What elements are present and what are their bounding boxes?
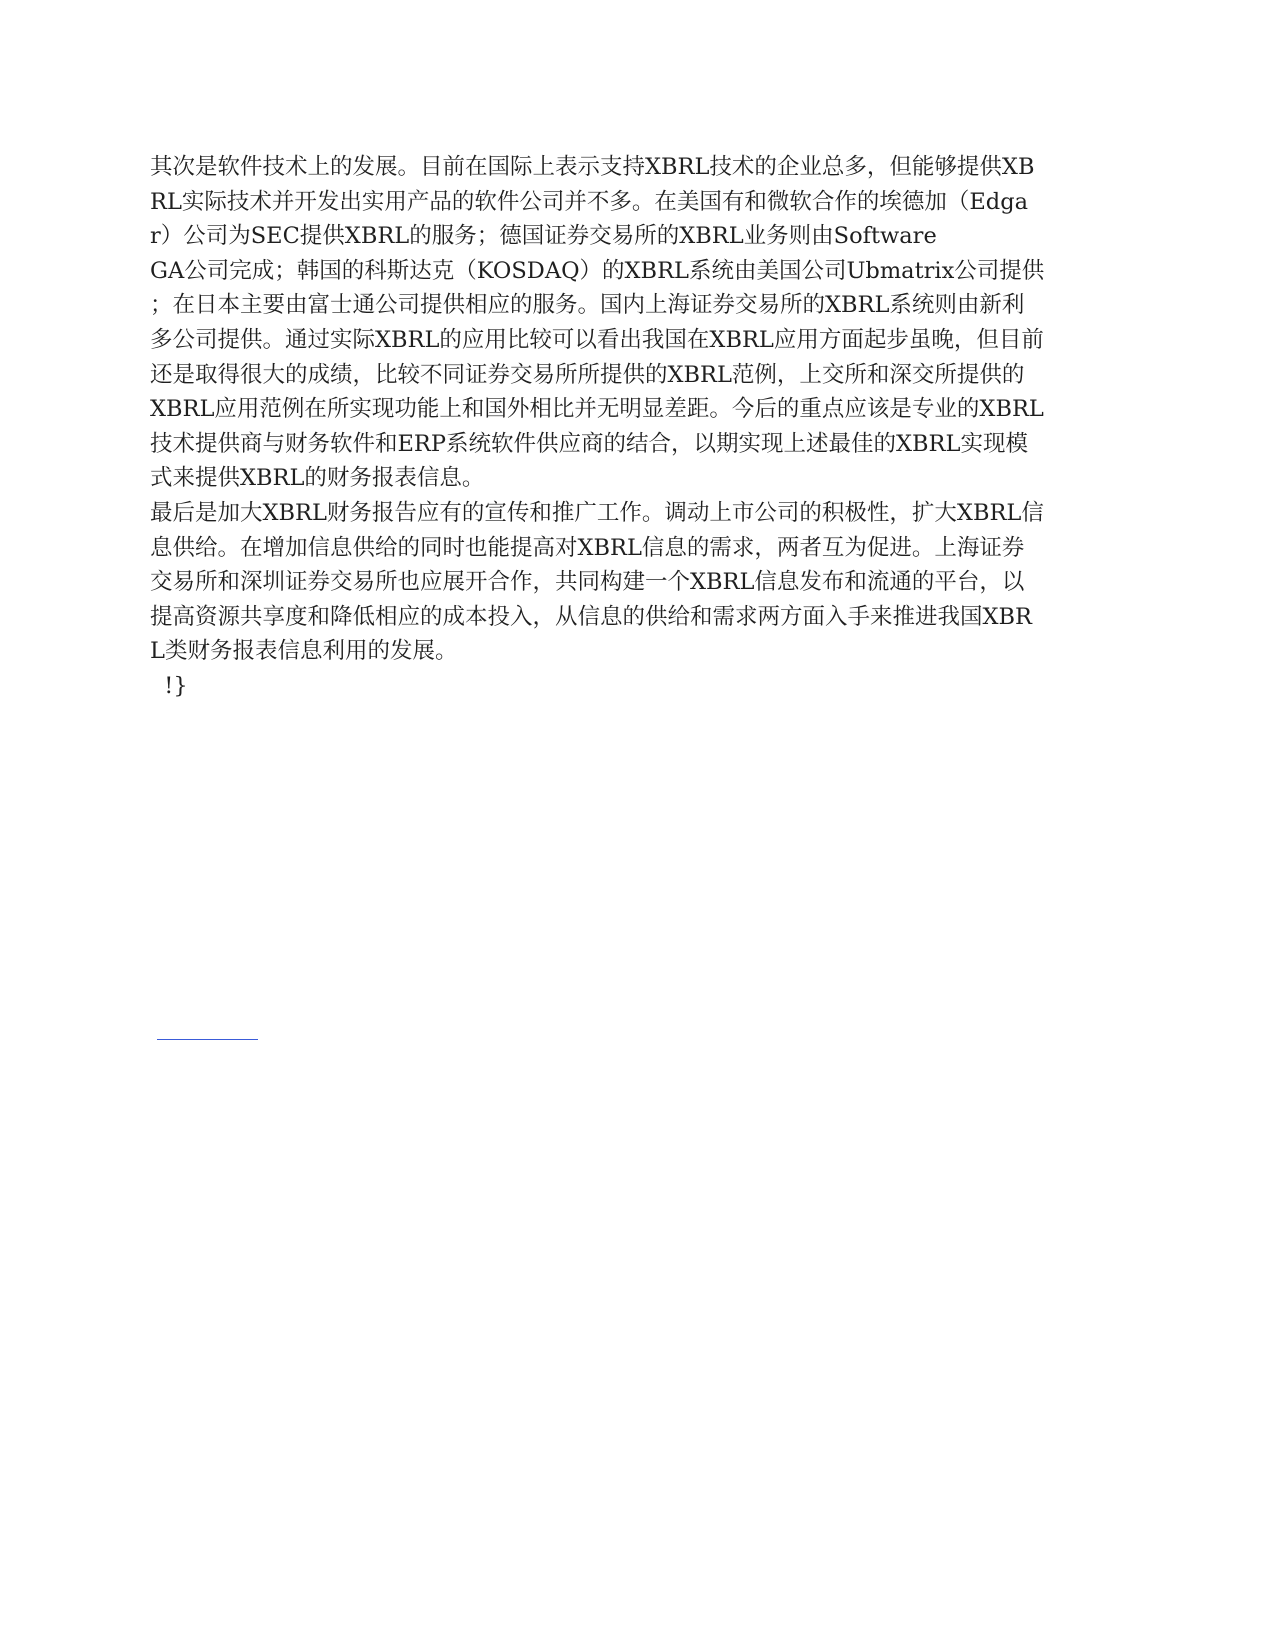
text-line: 还是取得很大的成绩，比较不同证券交易所所提供的XBRL范例，上交所和深交所提供的 xyxy=(150,361,1025,388)
text-line: L类财务报表信息利用的发展。 xyxy=(150,638,458,665)
text-line: ；在日本主要由富士通公司提供相应的服务。国内上海证券交易所的XBRL系统则由新利 xyxy=(150,292,1025,319)
body-text xyxy=(150,150,1120,704)
text-line: 提高资源共享度和降低相应的成本投入，从信息的供给和需求两方面入手来推进我国XBR xyxy=(150,603,1032,630)
text-line: 息供给。在增加信息供给的同时也能提高对XBRL信息的需求，两者互为促进。上海证券 xyxy=(150,534,1025,561)
footnote-separator xyxy=(157,1039,258,1040)
text-line: XBRL应用范例在所实现功能上和国外相比并无明显差距。今后的重点应该是专业的XBRL xyxy=(150,396,1044,423)
text-line: 式来提供XBRL的财务报表信息。 xyxy=(150,465,485,492)
text-line: !} xyxy=(150,672,188,699)
text-line: 多公司提供。通过实际XBRL的应用比较可以看出我国在XBRL应用方面起步虽晚，但目前 xyxy=(150,326,1044,353)
text-line: RL实际技术并开发出实用产品的软件公司并不多。在美国有和微软合作的埃德加（Edga xyxy=(150,188,1029,215)
text-line: 最后是加大XBRL财务报告应有的宣传和推广工作。调动上市公司的积极性，扩大XBRL信 xyxy=(150,499,1044,526)
text-line: r）公司为SEC提供XBRL的服务；德国证券交易所的XBRL业务则由Software xyxy=(150,223,937,250)
text-line: GA公司完成；韩国的科斯达克（KOSDAQ）的XBRL系统由美国公司Ubmatrix公司提供 xyxy=(150,257,1045,284)
text-line: 其次是软件技术上的发展。目前在国际上表示支持XBRL技术的企业总多，但能够提供XB xyxy=(150,154,1035,180)
text-line: 技术提供商与财务软件和ERP系统软件供应商的结合，以期实现上述最佳的XBRL实现模 xyxy=(150,430,1028,457)
text-line: 交易所和深圳证券交易所也应展开合作，共同构建一个XBRL信息发布和流通的平台，以 xyxy=(150,569,1025,596)
